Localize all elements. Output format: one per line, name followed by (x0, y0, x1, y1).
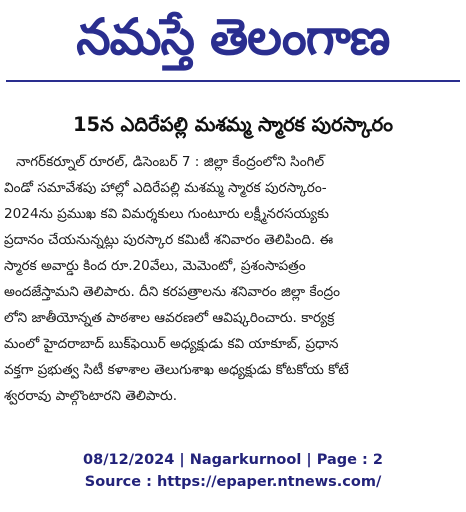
source-url: Source : https://epaper.ntnews.com/ (84, 474, 382, 490)
newspaper-masthead (0, 0, 466, 74)
article-line: స్మారక అవార్డు కింద రూ.20వేలు, మెమెంటో, ప్రశంసాపత్రం (4, 258, 306, 274)
clipping-footer (0, 449, 466, 493)
article-body (4, 149, 460, 437)
article-headline: 15న ఎదిరేపల్లి మశమ్మ స్మారక పురస్కారం (72, 113, 394, 136)
article-line: శ్వరరావు పాల్గొంటారని తెలిపారు. (4, 388, 178, 404)
article-line: మంలో హైదరాబాద్ బుక్‌ఫెయిర్ అధ్యక్షుడు కవి యాకూబ్, ప్రధాన (4, 336, 339, 352)
article-line: విండో సమావేశపు హాల్లో ఎదిరేపల్లి మశమ్మ స్మారక పురస్కారం- (4, 180, 327, 196)
article-line: 2024ను ప్రముఖ కవి విమర్శకులు గుంటూరు లక్ష్మీనరసయ్యకు (4, 206, 329, 222)
masthead-title: నమస్తే తెలంగాణ (76, 8, 390, 66)
masthead-divider (6, 80, 460, 82)
article-line: ప్రదానం చేయనున్నట్లు పురస్కార కమిటీ శనివారం తెలిపింది. ఈ (4, 232, 334, 248)
article-line: అందజేస్తామని తెలిపారు. దీని కరపత్రాలను శనివారం జిల్లా కేంద్రం (4, 284, 340, 300)
article-line: లోని జాతీయోన్నత పాఠశాల ఆవరణలో ఆవిష్కరించారు. కార్యక్ర (4, 310, 335, 326)
article-line: వక్తగా ప్రభుత్వ సిటీ కళాశాల తెలుగుశాఖ అధ్యక్షుడు కోటకోయ కోటే (4, 362, 349, 378)
edition-info: 08/12/2024 | Nagarkurnool | Page : 2 (83, 452, 383, 468)
article-line: నాగర్‌కర్నూల్ రూరల్, డిసెంబర్ 7 : జిల్లా కేంద్రంలోని సింగిల్ (16, 154, 325, 170)
